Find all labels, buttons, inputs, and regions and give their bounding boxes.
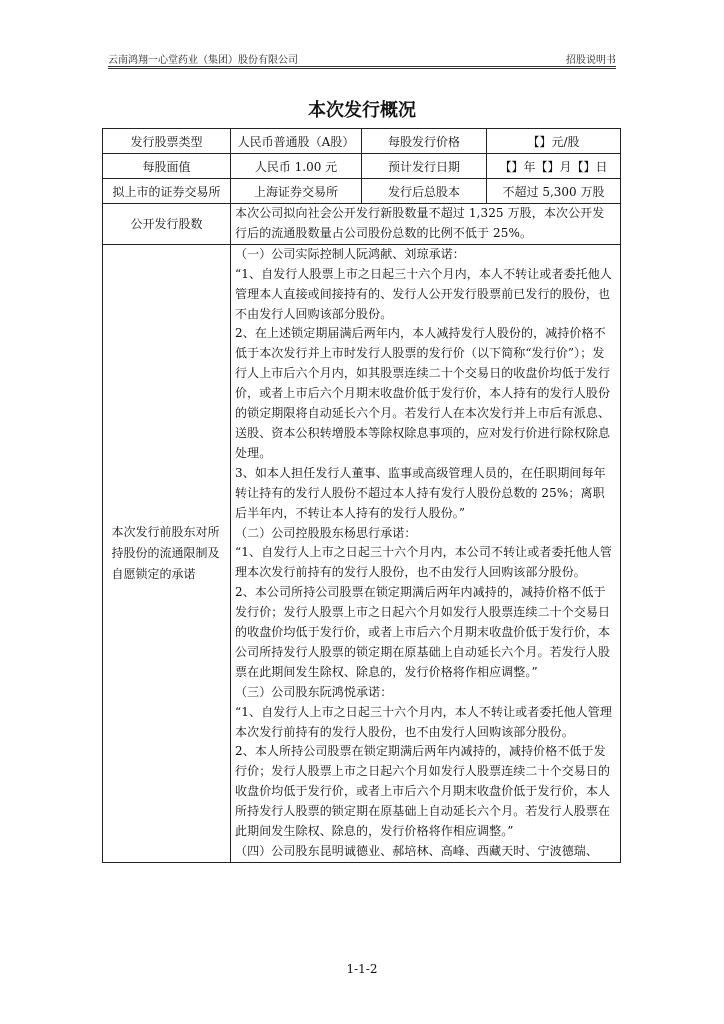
cell-value: 上海证券交易所	[231, 179, 362, 204]
lockup-paragraph: （四）公司股东昆明诚德业、郝培林、高峰、西藏天时、宁波德瑞、	[235, 844, 599, 858]
lockup-paragraph: （二）公司控股股东杨思行承诺：	[235, 525, 417, 540]
table-row	[103, 179, 621, 204]
header-rule-top	[108, 66, 616, 67]
cell-label: 每股面值	[103, 154, 231, 179]
lockup-paragraph: “1、自发行人上市之日起三十六个月内，本人不转让或者委托他人管理本次发行前持有的发行人股份，也不由发行人回购该部分股份。	[235, 704, 612, 739]
cell-value: 【】年【】月【】日	[487, 154, 621, 179]
lockup-paragraph: “1、自发行人上市之日起三十六个月内，本公司不转让或者委托他人管理本次发行前持有的发行人股份，也不由发行人回购该部分股份。	[235, 545, 612, 580]
cell-value: 【】元/股	[487, 129, 621, 154]
cell-label: 每股发行价格	[362, 129, 487, 154]
cell-label: 预计发行日期	[362, 154, 487, 179]
lockup-paragraph: “1、自发行人股票上市之日起三十六个月内，本人不转让或者委托他人管理本人直接或间接持有的、发行人公开发行股票前已发行的股份，也不由发行人回购该部分股份。	[235, 266, 612, 321]
offering-overview-table	[102, 128, 621, 863]
cell-value: 人民币 1.00 元	[231, 154, 362, 179]
table-row-lockup	[103, 244, 621, 862]
lockup-paragraph: 3、如本人担任发行人董事、监事或高级管理人员的，在任职期间每年转让持有的发行人股份不超过本人持有发行人股份总数的 25%；离职后半年内，不转让本人持有的发行人股份。”	[235, 465, 606, 520]
lockup-commitments	[231, 244, 621, 862]
lockup-paragraph: （三）公司股东阮鸿悦承诺：	[235, 684, 393, 699]
cell-label: 发行后总股本	[362, 179, 487, 204]
lockup-paragraph: 2、在上述锁定期届满后两年内，本人减持发行人股份的，减持价格不低于本次发行并上市时发行人股票的发行价（以下简称“发行价”）；发行人上市后六个月内，如其股票连续二十个交易日的收盘价均低于发行价，或者上市后六个月期末收盘价低于发行价，本人持有的发行人股份的锁定期限将自动延长六个月。若发行人在本次发行并上市后有派息、送股、资本公积转增股本等除权除息事项的，应对发行价进行除权除息处理。	[235, 326, 611, 460]
public-offering-label: 公开发行股数	[103, 204, 231, 245]
lockup-paragraph: （一）公司实际控制人阮鸿献、刘琼承诺：	[235, 246, 465, 261]
lockup-label-cell	[103, 244, 231, 862]
header-document-type: 招股说明书	[566, 55, 616, 66]
public-offering-text: 本次公司拟向社会公开发行新股数量不超过 1,325 万股，本次公开发行后的流通股数量占公司股份总数的比例不低于 25%。	[231, 204, 621, 245]
cell-value: 不超过 5,300 万股	[487, 179, 621, 204]
lockup-label: 本次发行前股东对所持股份的流通限制及自愿锁定的承诺	[111, 524, 220, 581]
table-row-public-offering	[103, 204, 621, 245]
cell-value: 人民币普通股（A股）	[231, 129, 362, 154]
table-row	[103, 154, 621, 179]
page-title: 本次发行概况	[308, 100, 416, 121]
lockup-paragraph: 2、本公司所持公司股票在锁定期满后两年内减持的，减持价格不低于发行价；发行人股票上市之日起六个月如发行人股票连续二十个交易日的收盘价均低于发行价，或者上市后六个月期末收盘价低于发行价，本公司所持发行人股票的锁定期在原基础上自动延长六个月。若发行人股票在此期间发生除权、除息的，发行价格将作相应调整。”	[235, 585, 611, 679]
lockup-paragraph: 2、本人所持公司股票在锁定期满后两年内减持的，减持价格不低于发行价；发行人股票上市之日起六个月如发行人股票连续二十个交易日的收盘价均低于发行价，或者上市后六个月期末收盘价低于发行价，本人所持发行人股票的锁定期在原基础上自动延长六个月。若发行人股票在此期间发生除权、除息的，发行价格将作相应调整。”	[235, 744, 611, 839]
page-number: 1-1-2	[346, 962, 378, 976]
header-company-name: 云南鸿翔一心堂药业（集团）股份有限公司	[108, 55, 298, 66]
cell-label: 发行股票类型	[103, 129, 231, 154]
table-row	[103, 129, 621, 154]
header-rule-bottom	[108, 68, 616, 69]
cell-label: 拟上市的证券交易所	[103, 179, 231, 204]
